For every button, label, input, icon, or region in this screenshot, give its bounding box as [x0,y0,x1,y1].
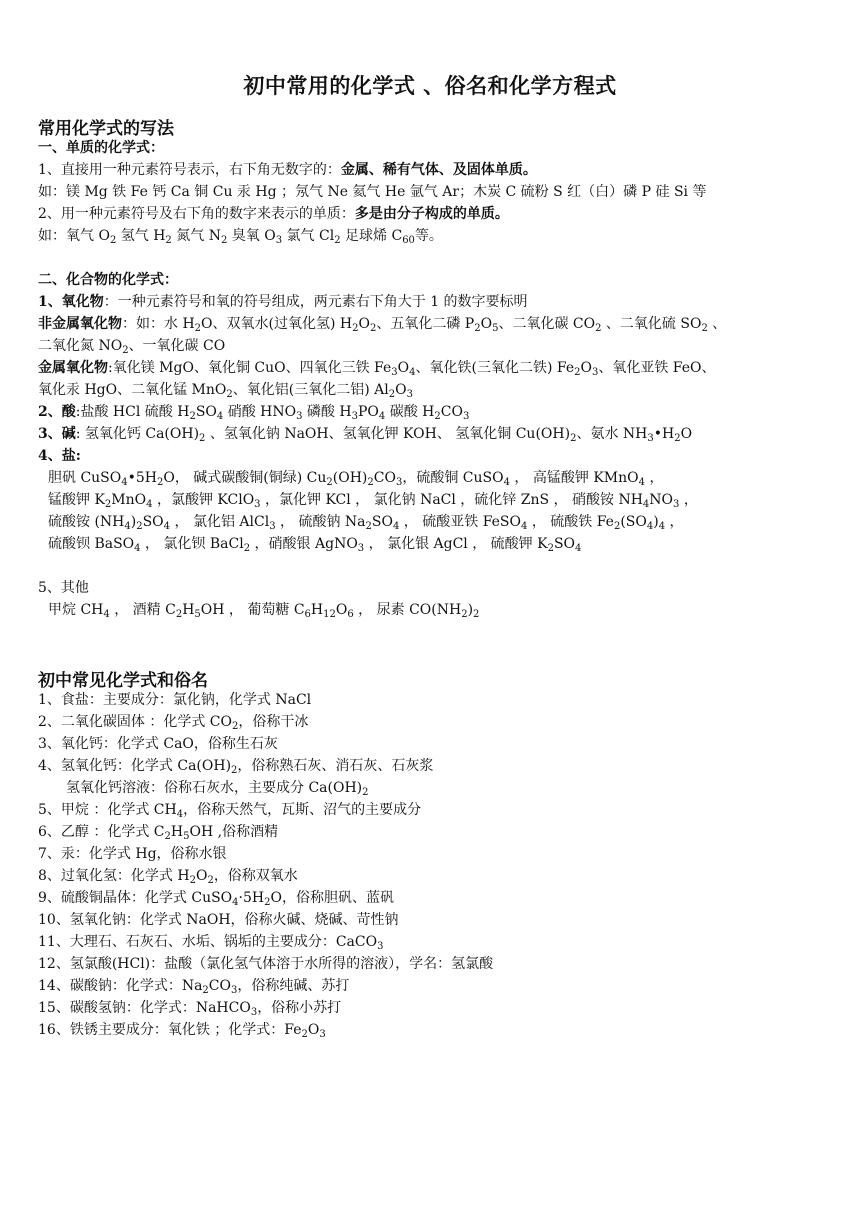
common-name-item [38,733,838,755]
text-run: 甲烷 CH [48,602,104,618]
nonmetal-label: 非金属氧化物 [38,316,122,332]
text-run: NO [649,492,674,508]
subscript: 3 [391,367,398,378]
text-run: O [307,1022,320,1038]
subscript: 3 [377,941,384,952]
text-run: O、双氧水(过氧化氢) H [201,316,353,332]
common-name-item [38,887,838,909]
text-run: 、氧化亚铁 FeO、 [598,360,716,376]
subscript: 6 [347,609,354,620]
common-name-item [38,1019,838,1041]
subscript: 2 [220,235,228,246]
subscript: 4 [503,477,510,488]
subscript: 2 [207,875,214,886]
subscript: 2 [613,521,621,532]
subscript: 3 [254,499,261,510]
others-heading: 5、其他 [38,580,89,596]
salt-label: 4、盐 [38,448,76,464]
subscript: 3 [357,543,365,554]
common-name-item [38,975,838,997]
subscript: 2 [189,875,196,886]
text-run: OH ,俗称酒精 [189,824,279,840]
examples-line-1: 如：镁 Mg 铁 Fe 钙 Ca 铜 Cu 汞 Hg ；氖气 Ne 氦气 He 氩气 Ar；木炭 C 硫粉 S 红（白）磷 P 硅 Si 等 [38,184,707,200]
subscript: 2 [243,543,251,554]
text-run: 、 [707,316,727,332]
text-run: 16、铁锈主要成分：氧化铁 ；化学式：Fe [38,1022,302,1038]
subscript: 3 [647,433,654,444]
subscript: 2 [352,323,359,334]
subscript: 3 [351,411,358,422]
text-run: ， [645,470,664,486]
salts-heading [38,445,838,467]
text-run: ， 氯化银 AgCl ， 硫酸钾 K [364,536,548,552]
text-run: ，俗称双氧水 [213,868,298,884]
metal-list [108,360,716,376]
subscript: 2 [369,323,377,334]
text-run: 、氨水 NH [576,426,648,442]
text-run: 磷酸 H [302,404,352,420]
oxide-desc: ：一种元素符号和氧的符号组成，两元素右下角大于 1 的数字要标明 [103,294,528,310]
subscript: 2 [164,831,171,842]
common-name-item [66,777,860,799]
text-run: 、氢氧化钠 NaOH、氢氧化钾 KOH、 氢氧化铜 Cu(OH) [205,426,571,442]
rule-emphasis: 金属、稀有气体、及固体单质。 [340,162,537,178]
text-run: ， 尿素 CO(NH [353,602,462,618]
text-run: 氧化汞 HgO、二氧化锰 MnO [38,382,227,398]
common-name-item [38,953,838,975]
text-run: 4、氢氧化钙：化学式 Ca(OH) [38,758,232,774]
subscript: 3 [406,389,413,400]
text-run: 8、过氧化氢：化学式 H [38,868,190,884]
subscript: 4 [646,521,654,532]
text-run: ，俗称小苏打 [257,1000,342,1016]
subscript: 5 [194,609,201,620]
text-run: ) [130,514,137,530]
text-run: H [182,602,195,618]
subscript: 4 [121,477,128,488]
text-run: 胆矾 CuSO [48,470,122,486]
text-run: H [310,602,324,618]
text-run: :盐酸 HCl 硫酸 H [75,404,190,420]
text-run: H [170,824,184,840]
acid-list [76,404,470,420]
subscript: 2 [701,323,708,334]
text-run: 、一氧化碳 CO [128,338,226,354]
text-run: PO [357,404,379,420]
subscript: 4 [103,609,110,620]
text-run: CO [440,404,463,420]
text-run: CO [208,978,231,994]
subscript: 2 [226,389,233,400]
nonmetal-oxides-line-2 [38,335,838,357]
subscript: 2 [674,433,681,444]
text-run: •5H [127,470,157,486]
subscript: 6 [304,609,311,620]
text-run: ，氯化钾 KCl ， 氯化钠 NaCl ，硫化锌 ZnS ， 硝酸铵 NH [260,492,643,508]
metal-label: 金属氧化物 [38,360,108,376]
salts-line-1 [48,467,848,489]
text-run: ， 硫酸铁 Fe [527,514,614,530]
subscript: 4 [575,543,582,554]
common-name-item [38,843,838,865]
rule-line-1 [38,159,838,181]
text-run: ，俗称天然气，瓦斯、沼气的主要成分 [183,802,422,818]
acids-line [38,401,838,423]
text-run: 锰酸钾 K [48,492,105,508]
text-run: 等。 [414,228,443,244]
text-run: MnO [111,492,147,508]
subscript: 5 [183,831,190,842]
subscript: 2 [474,323,481,334]
bases-line [38,423,838,445]
text-run: O [335,602,348,618]
common-name-item [38,909,838,931]
subscript: 2 [194,323,202,334]
text-run: 、二氧化硫 SO [601,316,702,332]
subscript: 2 [175,609,183,620]
subscript: 4 [124,521,131,532]
subscript: 2 [595,323,602,334]
text-run: 二氧化氮 NO [38,338,123,354]
examples-line-2 [38,225,838,247]
text-run: ， 氯化铝 AlCl [170,514,270,530]
salts-line-2 [48,489,848,511]
text-run: 氢气 H [116,228,166,244]
rule-line-2 [38,203,838,225]
part-heading-compounds: 二、化合物的化学式： [38,272,178,288]
text-run: ，俗称干冰 [238,714,309,730]
text-run: 硫酸铵 (NH [48,514,125,530]
rule-emphasis: 多是由分子构成的单质。 [354,206,509,222]
common-name-item [38,755,838,777]
text-run: 氢氧化钙溶液：俗称石灰水，主要成分 Ca(OH) [66,780,363,796]
subscript: 2 [365,521,372,532]
others-line [48,599,848,621]
common-name-item [38,997,838,1019]
subscript: 3 [319,1029,326,1040]
section-heading-common-names: 初中常见化学式和俗名 [38,671,208,691]
text-run: : 氢氧化钙 Ca(OH) [75,426,200,442]
section-heading-formula-writing: 常用化学式的写法 [38,119,174,139]
subscript: 2 [189,411,196,422]
subscript: 2 [461,609,468,620]
rule-text: 2、用一种元素符号及右下角的数字来表示的单质： [38,206,355,222]
subscript: 2 [232,721,239,732]
subscript: 3 [395,477,403,488]
subscript: 4 [134,543,141,554]
subscript: 4 [638,477,645,488]
text-run: 1、食盐：主要成分：氯化钠，化学式 NaCl [38,692,312,708]
text-run: O [358,316,370,332]
text-run: ， 氯化钡 BaCl [140,536,244,552]
salts-line-3 [48,511,848,533]
text-run: 碳酸 H [385,404,435,420]
subscript: 2 [574,367,581,378]
text-run: ， 高锰酸钾 KMnO [509,470,639,486]
text-run: 6、乙醇 ：化学式 C [38,824,165,840]
subscript: 2 [202,985,209,996]
subscript: 4 [216,411,224,422]
subscript: 4 [378,411,386,422]
text-run: ，硫酸铜 CuSO [402,470,504,486]
text-run: 氮气 N [171,228,221,244]
text-run: ， 酒精 C [109,602,176,618]
text-run: 、五氧化二磷 P [376,316,475,332]
text-run: 5、甲烷 ：化学式 CH [38,802,177,818]
metal-oxides-line-2 [38,379,838,401]
subscript: 2 [199,433,206,444]
subscript: 60 [402,235,415,246]
text-run: 硝酸 HNO [223,404,297,420]
subscript: 2 [473,609,480,620]
text-run: (SO [620,514,647,530]
text-run: ， [665,514,684,530]
subscript: 2 [264,897,271,908]
text-run: ，硝酸银 AgNO [250,536,358,552]
subscript: 4 [392,521,400,532]
common-name-item [38,689,838,711]
subscript: 2 [157,477,164,488]
rule-text: 1、直接用一种元素符号表示，右下角无数字的： [38,162,341,178]
salt-colon: : [75,448,81,464]
subscript: 2 [301,1029,308,1040]
text-run: 臭氧 O [227,228,276,244]
acid-label: 2、酸 [38,404,76,420]
salts-line-4 [48,533,848,555]
subscript: 3 [673,499,680,510]
text-run: O [395,382,407,398]
subscript: 2 [388,389,396,400]
subscript: 2 [367,477,374,488]
subscript: 4 [642,499,650,510]
common-name-item [38,931,838,953]
subscript: 4 [176,809,184,820]
text-run: SO [371,514,393,530]
text-run: 、氧化铁(三氧化二铁) Fe [415,360,575,376]
text-run: 3、氧化钙：化学式 CaO，俗称生石灰 [38,736,278,752]
text-run: (OH) [332,470,368,486]
text-run: O， 碱式碳酸铜(铜绿) Cu [163,470,327,486]
subscript: 2 [362,787,369,798]
text-run: 、氧化铝(三氧化二铝) Al [232,382,389,398]
subscript: 2 [570,433,577,444]
text-run: 硫酸钡 BaSO [48,536,135,552]
subscript: 12 [323,609,336,620]
text-run: :氧化镁 MgO、氧化铜 CuO、四氧化三铁 Fe [108,360,392,376]
subscript: 2 [334,235,341,246]
text-run: ， 硫酸钠 Na [275,514,366,530]
subscript: 2 [122,345,129,356]
text-run: ，氯酸钾 KClO [152,492,255,508]
subscript: 2 [326,477,333,488]
subscript: 3 [231,985,238,996]
subscript: 4 [232,897,239,908]
subscript: 2 [547,543,554,554]
subscript: 2 [109,235,117,246]
text-run: CO [373,470,396,486]
text-run: 12、氢氯酸(HCl)：盐酸（氯化氢气体溶于水所得的溶液），学名：氢氯酸 [38,956,494,972]
text-run: SO [142,514,164,530]
subscript: 5 [492,323,499,334]
text-run: ，俗称熟石灰、消石灰、石灰浆 [237,758,434,774]
common-name-item [38,821,838,843]
metal-oxides-line-1 [38,357,838,379]
subscript: 4 [409,367,416,378]
text-run: ，俗称纯碱、苏打 [237,978,350,994]
text-run: O [580,360,592,376]
subscript: 2 [231,765,238,776]
text-run: 15、碳酸氢钠：化学式：NaHCO [38,1000,251,1016]
text-run: O [680,426,693,442]
subscript: 4 [163,521,171,532]
subscript: 2 [165,235,172,246]
nonmetal-oxides-line-1 [38,313,838,335]
text-run: SO [553,536,576,552]
text-run: O [195,868,208,884]
text-run: O [480,316,493,332]
subscript: 3 [275,235,283,246]
base-list [76,426,692,442]
text-run: 10、氢氧化钠：化学式 NaOH，俗称火碱、烧碱、苛性钠 [38,912,399,928]
subscript: 2 [434,411,441,422]
text-run: 、二氧化碳 CO [498,316,596,332]
text-run: 氯气 Cl [282,228,335,244]
subscript: 3 [591,367,599,378]
text-run: ) [653,514,659,530]
common-name-item [38,711,838,733]
text-run: ：如：水 H [122,316,195,332]
part-heading-elements: 一、单质的化学式： [38,140,164,156]
text-run: ， 硫酸亚铁 FeSO [399,514,521,530]
text-run: ·5H [238,890,265,906]
text-run: ， [679,492,698,508]
text-run: ) [467,602,474,618]
subscript: 2 [104,499,112,510]
subscript: 2 [136,521,143,532]
subscript: 4 [658,521,666,532]
text-run: 14、碳酸钠：化学式：Na [38,978,203,994]
text-run: OH ， 葡萄糖 C [200,602,305,618]
text-run: O，俗称胆矾、蓝矾 [270,890,394,906]
subscript: 3 [250,1007,258,1018]
text-run: 11、大理石、石灰石、水垢、锅垢的主要成分：CaCO [38,934,378,950]
text-run: 7、汞：化学式 Hg，俗称水银 [38,846,227,862]
subscript: 3 [269,521,276,532]
subscript: 3 [462,411,470,422]
subscript: 4 [146,499,153,510]
text-run: 足球烯 C [340,228,403,244]
text-run: O [397,360,410,376]
common-name-item [38,865,838,887]
base-label: 3、碱 [38,426,76,442]
oxide-label: 1、氧化物 [38,294,104,310]
text-run: 如：氧气 O [38,228,110,244]
oxide-definition [38,291,838,313]
text-run: •H [653,426,675,442]
text-run: 2、二氧化碳固体 ：化学式 CO [38,714,232,730]
text-run: SO [195,404,217,420]
nonmetal-list [122,316,726,332]
subscript: 4 [521,521,528,532]
text-run: 9、硫酸铜晶体：化学式 CuSO [38,890,233,906]
page-title: 初中常用的化学式 、俗名和化学方程式 [243,73,617,98]
common-name-item [38,799,838,821]
subscript: 3 [296,411,303,422]
